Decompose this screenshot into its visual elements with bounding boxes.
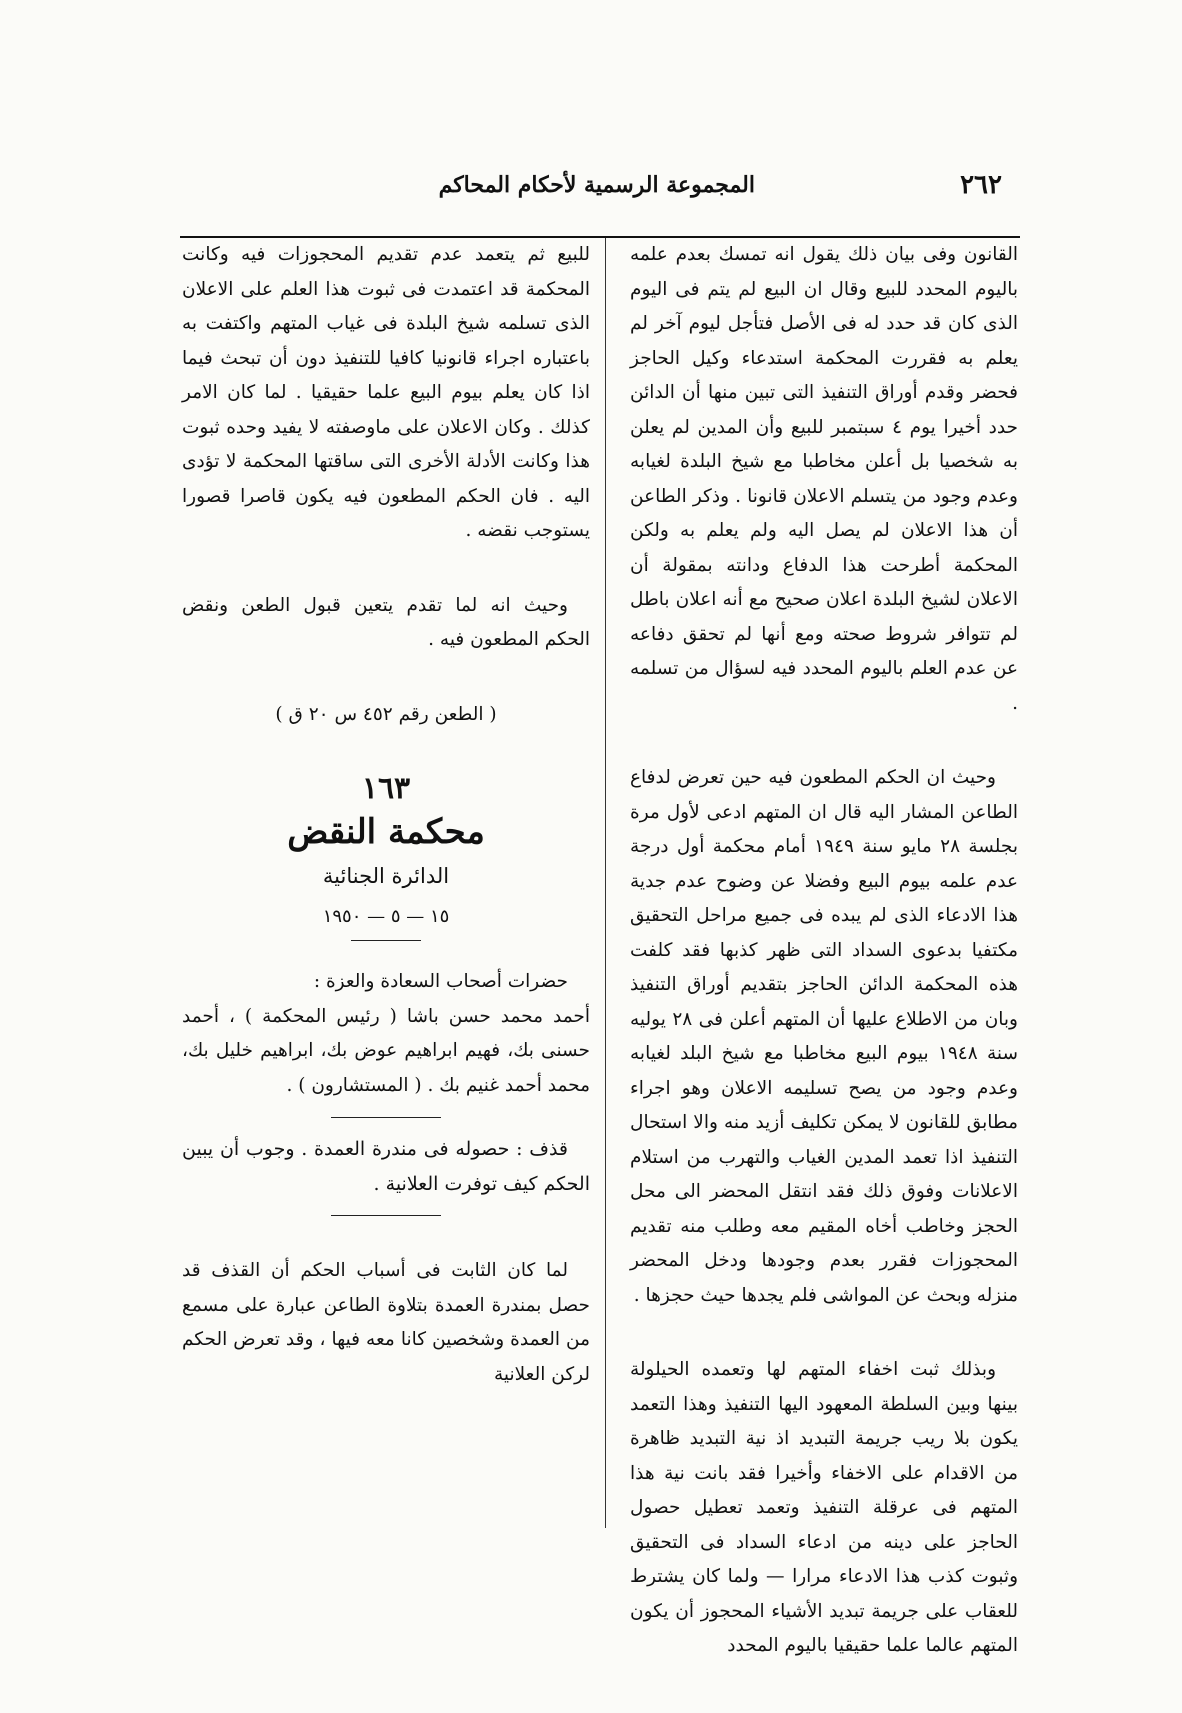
appeal-reference: ( الطعن رقم ٤٥٢ س ٢٠ ق ) (275, 703, 497, 725)
circuit-name: الدائرة الجنائية (322, 864, 450, 888)
decision-date: ١٥ — ٥ — ١٩٥٠ (322, 905, 450, 927)
divider (331, 1215, 441, 1216)
court-name: محكمة النقض (287, 811, 485, 852)
left-column (182, 238, 590, 1392)
paragraph: وحيث انه لما تقدم يتعين قبول الطعن ونقض الحكم المطعون فيه . (182, 594, 590, 650)
case-number: ١٦٣ (361, 771, 411, 806)
paragraph: لما كان الثابت فى أسباب الحكم أن القذف قد حصل بمندرة العمدة بتلاوة الطاعن عبارة على مسمع من العمدة وشخصين كانا معه فيها ، وقد تعرض الحكم لركن العلانية (182, 1260, 590, 1385)
paragraph: للبيع ثم يتعمد عدم تقديم المحجوزات فيه وكانت المحكمة قد اعتمدت فى ثبوت هذا العلم على الاعلان الذى تسلمه شيخ البلدة فى غياب المتهم واكتفت به باعتباره اجراء قانونيا كافيا للتنفيذ دون أن تبحث فيما اذا كان يعلم بيوم البيع علما حقيقيا . لما كان الامر كذلك . وكان الاعلان على ماوصفته لا يفيد وحده ثبوت هذا وكانت الأدلة الأخرى التى ساقتها المحكمة لا تؤدى اليه . فان الحكم المطعون فيه يكون قاصرا قصورا يستوجب نقضه . (182, 244, 590, 541)
paragraph: وبذلك ثبت اخفاء المتهم لها وتعمده الحيلولة بينها وبين السلطة المعهود اليها التنفيذ وهذا التعمد يكون بلا ريب جريمة التبديد اذ نية التبديد ظاهرة من الاقدام على الاخفاء وأخيرا فقد بانت نية هذا المتهم فى عرقلة التنفيذ وتعمد تعطيل حصول الحاجز على دينه من ادعاء السداد فى التحقيق وثبوت كذب هذا الادعاء مرارا — ولما كان يشترط للعقاب على جريمة تبديد الأشياء المحجوز أن يكون المتهم عالما علما حقيقيا باليوم المحدد (630, 1359, 1018, 1656)
running-title: المجموعة الرسمية لأحكام المحاكم (438, 172, 755, 198)
case-subject: قذف : حصوله فى مندرة العمدة . وجوب أن يبين الحكم كيف توفرت العلانية . (182, 1138, 590, 1195)
judges-list: أحمد محمد حسن باشا ( رئيس المحكمة ) ، أحمد حسنى بك، فهيم ابراهيم عوض بك، ابراهيم خليل بك، محمد أحمد غنيم بك . ( المستشارون ) . (182, 1005, 590, 1096)
page-number: ٢٦٢ (960, 170, 1002, 200)
right-column (630, 238, 1018, 1664)
divider (331, 1117, 441, 1118)
paragraph: وحيث ان الحكم المطعون فيه حين تعرض لدفاع الطاعن المشار اليه قال ان المتهم ادعى لأول مرة بجلسة ٢٨ مايو سنة ١٩٤٩ أمام محكمة أول درجة عدم علمه بيوم البيع وفضلا عن وضوح عدم جدية هذا الادعاء الذى لم يبده فى جميع مراحل التحقيق مكتفيا بدعوى السداد التى ظهر كذبها فقد كلفت هذه المحكمة الدائن الحاجز بتقديم أوراق التنفيذ وبان من الاطلاع عليها أن المتهم أعلن فى ٢٨ يوليه سنة ١٩٤٨ بيوم البيع مخاطبا مع شيخ البلد لغيابه وعدم وجود من يصح تسليمه الاعلان وهو اجراء مطابق للقانون لا يمكن تكليف أزيد منه والا استحال التنفيذ اذا تعمد المدين الغياب والتهرب من استلام الاعلانات وفوق ذلك فقد انتقل المحضر الى محل الحجز وخاطب أخاه المقيم معه وطلب منه تقديم المحجوزات فقرر بعدم وجودها ودخل المحضر منزله وبحث عن المواشى فلم يجدها حيث حجزها . (630, 767, 1018, 1306)
presence-heading: حضرات أصحاب السعادة والعزة : (313, 971, 568, 992)
column-divider (605, 238, 606, 1528)
paragraph: القانون وفى بيان ذلك يقول انه تمسك بعدم علمه باليوم المحدد للبيع وقال ان البيع لم يتم فى اليوم الذى كان قد حدد له فى الأصل فتأجل ليوم آخر لم يعلم به فقررت المحكمة استدعاء وكيل الحاجز فحضر وقدم أوراق التنفيذ التى تبين منها أن الدائن حدد أخيرا يوم ٤ سبتمبر للبيع وأن المدين لم يعلن به شخصيا بل أعلن مخاطبا مع شيخ البلدة لغيابه وعدم وجود من يتسلم الاعلان قانونا . وذكر الطاعن أن هذا الاعلان لم يصل اليه ولم يعلم به ولكن المحكمة أطرحت هذا الدفاع ودانته بمقولة أن الاعلان لشيخ البلدة اعلان صحيح مع أنه اعلان باطل لم تتوافر شروط صحته ومع أنها لم تحقق دفاعه عن عدم العلم باليوم المحدد فيه لسؤال من تسلمه . (630, 244, 1018, 714)
page-header (180, 170, 1020, 214)
